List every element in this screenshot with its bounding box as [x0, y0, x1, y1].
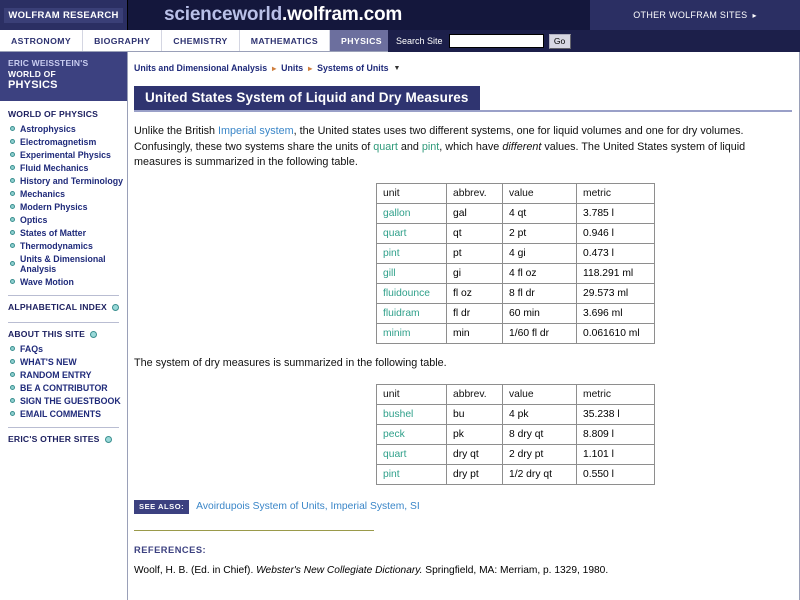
bullet-icon	[10, 126, 15, 131]
intro-text-2: , the United states uses two different systems, one for liquid volumes and one for dry volumes. Confusingly, these two systems share the units of	[134, 125, 744, 153]
sidebar-item-label: Experimental Physics	[20, 149, 111, 160]
cell-abbrev: min	[447, 323, 503, 343]
triangle-right-icon: ▸	[272, 63, 277, 73]
divider	[8, 295, 119, 296]
cell-metric: 0.061610 ml	[577, 323, 655, 343]
cell-value: 60 min	[503, 303, 577, 323]
site-search	[388, 30, 800, 52]
cell-abbrev: pk	[447, 424, 503, 444]
divider	[134, 530, 374, 531]
table-row	[377, 263, 655, 283]
go-circle-icon	[90, 331, 97, 338]
cell-metric: 118.291 ml	[577, 263, 655, 283]
link-quart[interactable]: quart	[373, 140, 398, 153]
cell-unit[interactable]: fluidram	[377, 303, 447, 323]
cell-abbrev: pt	[447, 243, 503, 263]
see-also-tag: SEE ALSO:	[134, 500, 189, 514]
bullet-icon	[10, 165, 15, 170]
cell-abbrev: dry qt	[447, 444, 503, 464]
chevron-down-icon[interactable]: ▼	[393, 64, 401, 72]
triangle-right-icon: ▸	[308, 63, 313, 73]
sidebar-link-be-a-contributor[interactable]	[0, 381, 127, 394]
sidebar-item-label: Modern Physics	[20, 201, 88, 212]
cell-unit[interactable]: minim	[377, 323, 447, 343]
sidebar-header-line1: ERIC WEISSTEIN'S	[8, 58, 89, 68]
cell-unit[interactable]: quart	[377, 223, 447, 243]
cell-value: 4 gi	[503, 243, 577, 263]
wolfram-research-logo-text: WOLFRAM RESEARCH	[4, 8, 122, 23]
sidebar-item-label: History and Terminology	[20, 175, 123, 186]
sidebar-item-astrophysics[interactable]	[0, 122, 127, 135]
table-row	[377, 323, 655, 343]
intro-text-4: , which have	[439, 140, 503, 153]
bullet-icon	[10, 152, 15, 157]
bullet-icon	[10, 372, 15, 377]
sidebar-other-sites-label: ERIC'S OTHER SITES	[8, 434, 100, 444]
cell-abbrev: fl oz	[447, 283, 503, 303]
intro-paragraph	[134, 124, 792, 171]
table-row	[377, 424, 655, 444]
site-title-rest: .wolfram.com	[281, 4, 403, 25]
bullet-icon	[10, 385, 15, 390]
table-header-row	[377, 384, 655, 404]
primary-nav	[0, 30, 800, 52]
divider	[8, 427, 119, 428]
sidebar-item-experimental-physics[interactable]	[0, 148, 127, 161]
bullet-icon	[10, 139, 15, 144]
bullet-icon	[10, 279, 15, 284]
breadcrumb-item-systems-of-units[interactable]: Systems of Units	[317, 63, 389, 73]
intro-text-5: values. The United States system of liquid measures is summarized in the following table.	[134, 140, 746, 169]
cell-value: 1/60 fl dr	[503, 323, 577, 343]
cell-metric: 35.238 l	[577, 404, 655, 424]
divider	[8, 322, 119, 323]
page-title-banner	[164, 4, 402, 26]
sidebar-item-optics[interactable]	[0, 213, 127, 226]
cell-unit[interactable]: gill	[377, 263, 447, 283]
header-abbrev: abbrev.	[447, 183, 503, 203]
header-abbrev: abbrev.	[447, 384, 503, 404]
page-title-banner-box	[134, 86, 480, 110]
bullet-icon	[10, 191, 15, 196]
table-row	[377, 203, 655, 223]
liquid-measures-table	[376, 183, 655, 344]
header-metric: metric	[577, 384, 655, 404]
cell-value: 2 dry pt	[503, 444, 577, 464]
sidebar-item-history-and-terminology[interactable]	[0, 174, 127, 187]
cell-value: 2 pt	[503, 223, 577, 243]
cell-metric: 29.573 ml	[577, 283, 655, 303]
sidebar-item-modern-physics[interactable]	[0, 200, 127, 213]
cell-metric: 8.809 l	[577, 424, 655, 444]
table-row	[377, 223, 655, 243]
cell-value: 4 fl oz	[503, 263, 577, 283]
sidebar-link-faqs[interactable]	[0, 342, 127, 355]
tab-mathematics[interactable]: MATHEMATICS	[240, 30, 330, 51]
sidebar-header-line3: PHYSICS	[8, 79, 58, 92]
bullet-icon	[10, 217, 15, 222]
sidebar-item-thermodynamics[interactable]	[0, 239, 127, 252]
references-heading: REFERENCES:	[134, 544, 207, 555]
sidebar-item-label: Units & Dimensional Analysis	[20, 253, 106, 274]
cell-abbrev: bu	[447, 404, 503, 424]
sidebar-section-title: WORLD OF PHYSICS	[8, 109, 99, 119]
sidebar	[0, 52, 128, 600]
sidebar-about-this-site[interactable]	[0, 325, 127, 342]
intro-text-3: and	[397, 140, 422, 153]
cell-value: 4 qt	[503, 203, 577, 223]
see-also-section	[134, 500, 792, 514]
tab-chemistry[interactable]: CHEMISTRY	[162, 30, 239, 51]
header-unit: unit	[377, 384, 447, 404]
reference-rest: Springfield, MA: Merriam, p. 1329, 1980.	[422, 564, 609, 576]
breadcrumb-item-units[interactable]: Units	[281, 63, 304, 73]
wolfram-research-logo[interactable]	[0, 0, 128, 30]
sidebar-erics-other-sites[interactable]	[0, 430, 127, 447]
other-wolfram-sites-label: OTHER WOLFRAM SITES	[633, 10, 748, 20]
sidebar-header	[0, 52, 127, 101]
page-title: United States System of Liquid and Dry Measures	[145, 90, 469, 105]
sidebar-item-mechanics[interactable]	[0, 187, 127, 200]
cell-abbrev: gal	[447, 203, 503, 223]
cell-unit[interactable]: peck	[377, 424, 447, 444]
reference-title: Webster's New Collegiate Dictionary.	[256, 564, 423, 576]
cell-metric: 0.946 l	[577, 223, 655, 243]
see-also-sep: ,	[324, 501, 331, 513]
cell-metric: 0.550 l	[577, 464, 655, 484]
reference-entry	[134, 564, 792, 578]
see-also-link-imperial-system[interactable]: Imperial System	[330, 501, 405, 513]
bullet-icon	[10, 230, 15, 235]
header-unit: unit	[377, 183, 447, 203]
cell-metric: 0.473 l	[577, 243, 655, 263]
sidebar-item-fluid-mechanics[interactable]	[0, 161, 127, 174]
search-go-button[interactable]: Go	[549, 34, 571, 49]
bullet-icon	[10, 178, 15, 183]
sidebar-link-label: EMAIL COMMENTS	[20, 408, 101, 419]
cell-value: 1/2 dry qt	[503, 464, 577, 484]
header-metric: metric	[577, 183, 655, 203]
table-row	[377, 283, 655, 303]
cell-unit[interactable]: pint	[377, 464, 447, 484]
breadcrumb	[128, 52, 800, 73]
table-header-row	[377, 183, 655, 203]
sidebar-item-label: Mechanics	[20, 188, 65, 199]
go-circle-icon	[112, 304, 119, 311]
table-row	[377, 444, 655, 464]
cell-abbrev: qt	[447, 223, 503, 243]
bullet-icon	[10, 243, 15, 248]
sidebar-item-label: Fluid Mechanics	[20, 162, 89, 173]
cell-metric: 3.785 l	[577, 203, 655, 223]
sidebar-alphabetical-index[interactable]	[0, 298, 127, 315]
breadcrumb-item-units-and-dimensional-analysis[interactable]: Units and Dimensional Analysis	[134, 63, 268, 73]
sidebar-item-label: Electromagnetism	[20, 136, 97, 147]
bullet-icon	[10, 261, 15, 266]
cell-unit[interactable]: pint	[377, 243, 447, 263]
sidebar-link-email-comments[interactable]	[0, 407, 127, 420]
see-also-sep: ,	[404, 501, 411, 513]
cell-abbrev: gi	[447, 263, 503, 283]
tab-physics[interactable]: PHYSICS	[330, 30, 394, 51]
cell-unit[interactable]: quart	[377, 444, 447, 464]
tab-astronomy[interactable]: ASTRONOMY	[0, 30, 83, 51]
bullet-icon	[10, 398, 15, 403]
sidebar-item-label: States of Matter	[20, 227, 86, 238]
see-also-link-avoirdupois[interactable]: Avoirdupois System of Units	[196, 501, 325, 513]
cell-value: 8 fl dr	[503, 283, 577, 303]
bullet-icon	[10, 359, 15, 364]
cell-abbrev: dry pt	[447, 464, 503, 484]
sidebar-item-label: Astrophysics	[20, 123, 76, 134]
sidebar-link-label: SIGN THE GUESTBOOK	[20, 395, 121, 406]
sidebar-item-units-and-dimensional-analysis[interactable]	[0, 252, 127, 275]
header-value: value	[503, 183, 577, 203]
intro-text-1: Unlike the British	[134, 125, 219, 137]
sidebar-link-label: WHAT'S NEW	[20, 356, 77, 367]
bullet-icon	[10, 204, 15, 209]
table-row	[377, 243, 655, 263]
reference-author: Woolf, H. B. (Ed. in Chief).	[134, 564, 257, 576]
dry-measures-lead: The system of dry measures is summarized in the following table.	[134, 356, 447, 369]
sidebar-item-label: Thermodynamics	[20, 240, 93, 251]
link-imperial-system[interactable]: Imperial system	[218, 125, 294, 137]
table-row	[377, 404, 655, 424]
cell-metric: 3.696 ml	[577, 303, 655, 323]
sidebar-link-label: BE A CONTRIBUTOR	[20, 382, 108, 393]
site-banner	[0, 0, 800, 30]
sidebar-item-label: Optics	[20, 214, 48, 225]
search-label: Search Site	[396, 36, 443, 46]
title-underline	[134, 110, 792, 112]
link-pint[interactable]: pint	[421, 140, 440, 153]
triangle-right-icon: ▸	[752, 10, 757, 20]
sidebar-alphabetical-index-label: ALPHABETICAL INDEX	[8, 302, 107, 312]
page-body	[0, 52, 800, 600]
see-also-links	[196, 501, 420, 512]
sidebar-item-electromagnetism[interactable]	[0, 135, 127, 148]
cell-value: 4 pk	[503, 404, 577, 424]
cell-unit[interactable]: bushel	[377, 404, 447, 424]
table-row	[377, 303, 655, 323]
sidebar-link-sign-the-guestbook[interactable]	[0, 394, 127, 407]
search-input[interactable]	[449, 34, 544, 48]
cell-metric: 1.101 l	[577, 444, 655, 464]
tab-biography[interactable]: BIOGRAPHY	[83, 30, 162, 51]
sidebar-item-wave-motion[interactable]	[0, 275, 127, 288]
bullet-icon	[10, 411, 15, 416]
cell-unit[interactable]: gallon	[377, 203, 447, 223]
cell-abbrev: fl dr	[447, 303, 503, 323]
intro-emphasis: different	[502, 140, 542, 153]
site-title-bold: scienceworld	[164, 4, 282, 25]
cell-unit[interactable]: fluidounce	[377, 283, 447, 303]
go-circle-icon	[105, 436, 112, 443]
sidebar-header-line2: WORLD OF	[8, 68, 56, 79]
sidebar-item-states-of-matter[interactable]	[0, 226, 127, 239]
sidebar-about-label: ABOUT THIS SITE	[8, 329, 86, 339]
site-title-area	[128, 0, 590, 30]
sidebar-link-whats-new[interactable]	[0, 355, 127, 368]
dry-measures-table	[376, 384, 655, 485]
sidebar-link-label: FAQs	[20, 343, 43, 354]
main-content	[128, 52, 800, 600]
bullet-icon	[10, 346, 15, 351]
cell-value: 8 dry qt	[503, 424, 577, 444]
sidebar-link-label: RANDOM ENTRY	[20, 369, 92, 380]
other-wolfram-sites-link[interactable]	[590, 0, 800, 30]
sidebar-link-random-entry[interactable]	[0, 368, 127, 381]
table-row	[377, 464, 655, 484]
sidebar-item-label: Wave Motion	[20, 276, 74, 287]
see-also-link-si[interactable]: SI	[410, 501, 420, 513]
header-value: value	[503, 384, 577, 404]
